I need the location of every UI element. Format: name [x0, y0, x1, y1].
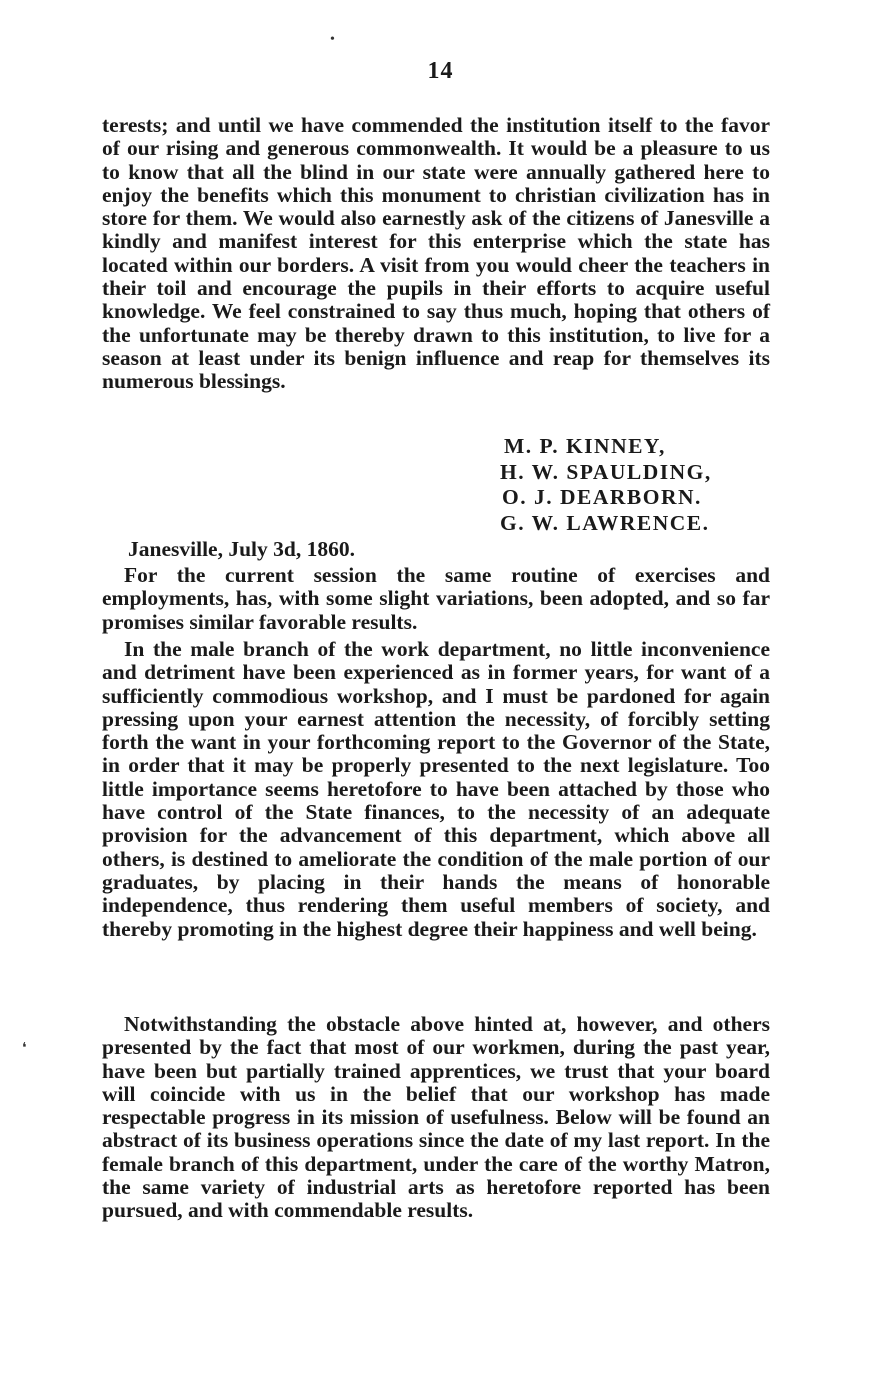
paragraph-current-session	[102, 564, 770, 634]
paragraph-text: Notwithstanding the obstacle above hinted at, however, and others presented by the fact that most of our workmen, during the past year, have been but partially trained apprentices, we trust that your board will coincide with us in the belief that our workshop has made respectable progress in its mission of usefulness. Below will be found an abstract of its business operations since the date of my last report. In the female branch of this department, under the care of the worthy Matron, the same variety of industrial arts as heretofore reported has been pursued, and with commendable results.	[102, 1012, 770, 1223]
paragraph-closing-appeal	[102, 114, 770, 394]
paragraph-work-department	[102, 638, 770, 941]
signature-dearborn: O. J. DEARBORN.	[502, 485, 702, 509]
paragraph-text: In the male branch of the work department, no little inconvenience and detriment have been experienced as in former years, for want of a sufficiently commodious workshop, and I must be pardoned for again pressing upon your earnest attention the necessity, of forcibly setting forth the want in your forthcoming report to the Governor of the State, in order that it may be properly presented to the next legislature. Too little importance seems heretofore to have been attached by those who have control of the State finances, to the necessity of an adequate provision for the advancement of this department, which above all others, is destined to ameliorate the condition of the male portion of our graduates, by placing in their hands the means of honorable independence, thus rendering them useful members of society, and thereby promoting in the highest degree their happiness and well being.	[102, 637, 770, 941]
signature-block	[500, 434, 712, 536]
margin-mark: ❛	[22, 1041, 27, 1056]
paragraph-text: For the current session the same routine of exercises and employments, has, with some slight variations, been adopted, and so far promises similar favorable results.	[102, 563, 770, 634]
signature-spaulding: H. W. SPAULDING,	[500, 459, 712, 484]
page-number: 14	[427, 58, 454, 84]
ink-speck: •	[330, 32, 335, 47]
dateline: Janesville, July 3d, 1860.	[128, 537, 355, 561]
paragraph-text: terests; and until we have commended the institution itself to the favor of our rising and generous commonwealth. It would be a pleasure to us to know that all the blind in our state were annually gathered here to enjoy the benefits which this monument to christian civilization has in store for them. We would also earnestly ask of the citizens of Janesville a kindly and manifest interest for this enterprise which the state has located within our borders. A visit from you would cheer the teachers in their toil and encourage the pupils in their efforts to acquire useful knowledge. We feel constrained to say thus much, hoping that others of the unfortunate may be thereby drawn to this institution, to live for a season at least under its benign influence and reap for themselves its numerous blessings.	[102, 113, 770, 394]
paragraph-workshop-progress	[102, 1013, 770, 1223]
signature-lawrence: G. W. LAWRENCE.	[500, 510, 710, 535]
signature-kinney: M. P. KINNEY,	[504, 434, 666, 458]
